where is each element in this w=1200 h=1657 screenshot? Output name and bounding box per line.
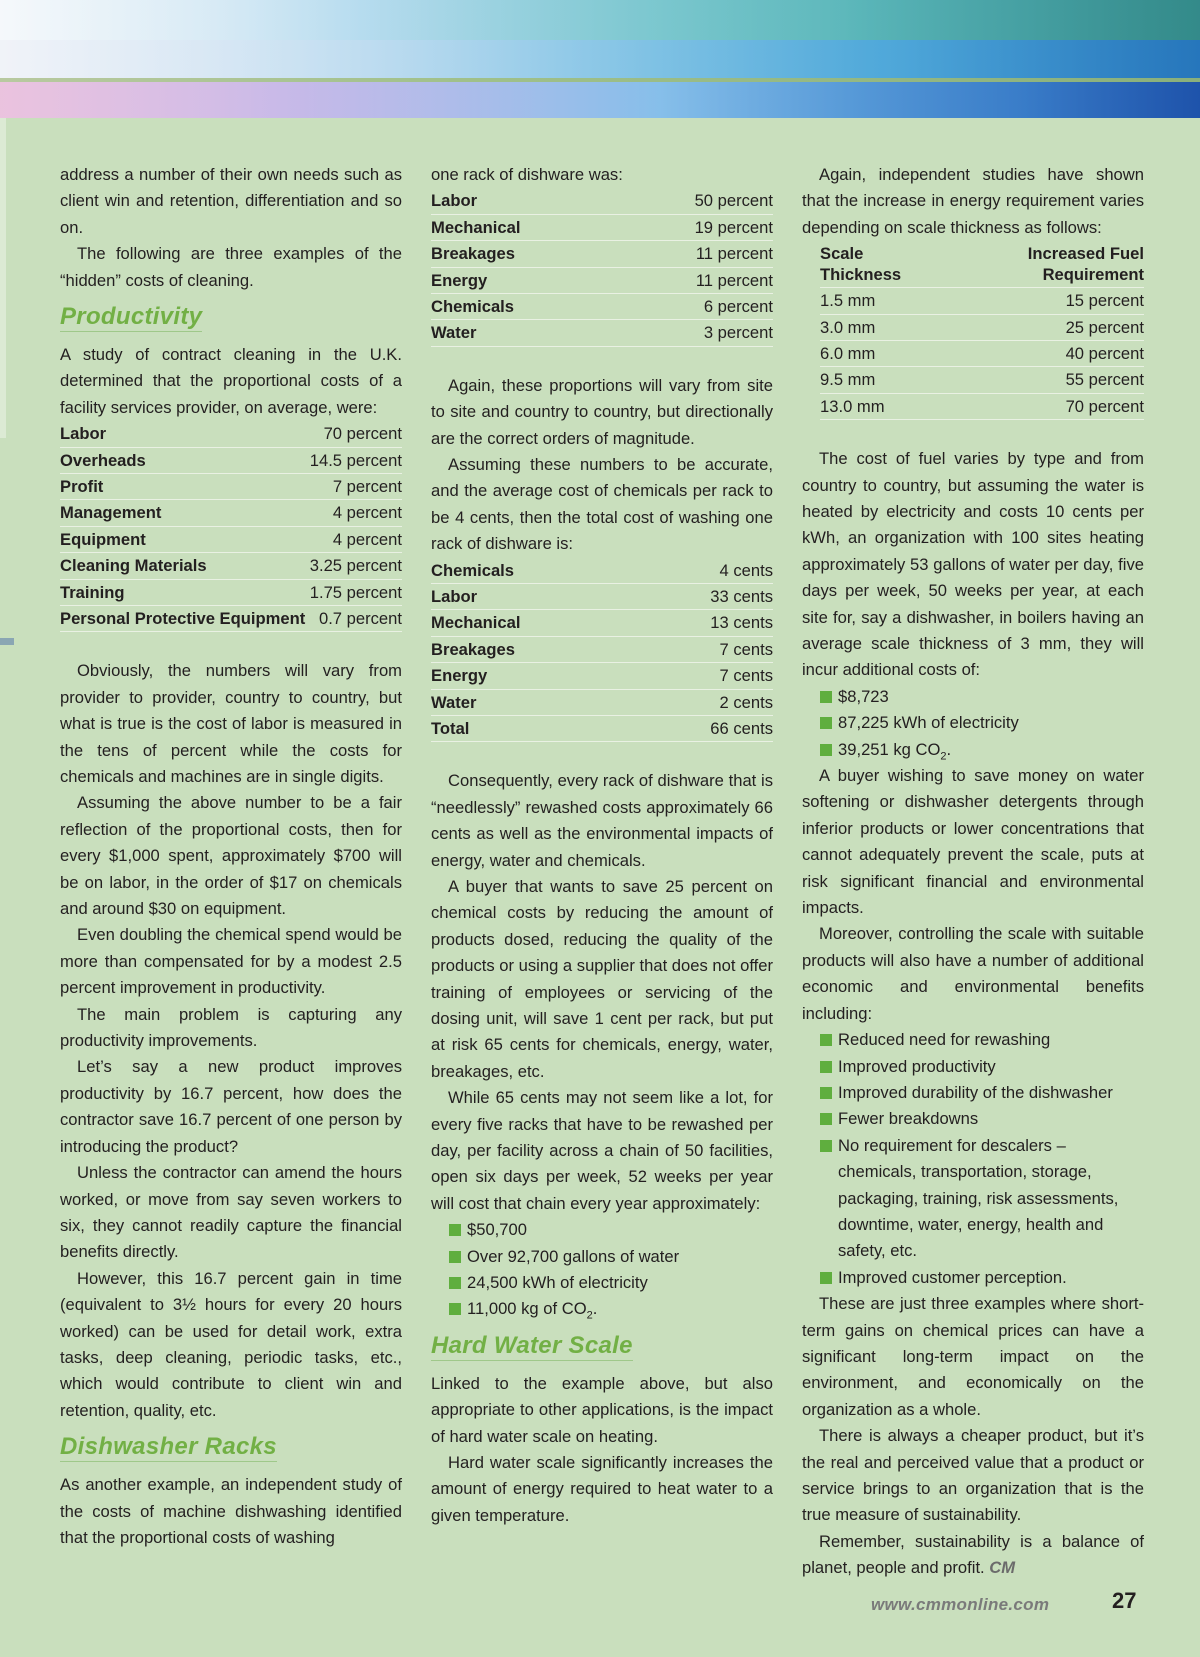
bullet-list [802,1027,1144,1291]
section-heading-dishwasher-racks: Dishwasher Racks [60,1433,277,1461]
list-item: Improved customer perception. [820,1265,1144,1291]
list-item: 39,251 kg $CO_2$. [820,737,1144,763]
facility-cost-table [60,421,402,632]
column-1 [60,162,402,1551]
page-number: 27 [1112,1588,1137,1613]
dishwashing-proportion-table [431,188,773,346]
list-item: 11,000 kg of $CO_2$. [449,1296,773,1322]
bullet-square-icon [820,1034,832,1046]
paragraph: Again, independent studies have shown that the increase in energy requirement varies depending on scale thickness as follows: [802,165,1144,237]
table-row: 13.0 mm 70 percent [820,394,1144,420]
list-item: $8,723 [820,684,1144,710]
paragraph: A buyer wishing to save money on water softening or dishwasher detergents through inferior products or lower concentrations that cannot adequately prevent the scale, puts at risk significant financial and environmental impacts. [802,766,1144,918]
table-row: Labor 33 cents [431,584,773,610]
bullet-square-icon [820,1087,832,1099]
list-item: $50,700 [449,1217,773,1243]
paragraph: Even doubling the chemical spend would be more than compensated for by a modest 2.5 percent improvement in productivity. [60,925,402,998]
table-row: Mechanical 13 cents [431,610,773,636]
bullet-list [802,684,1144,763]
table-row: 1.5 mm 15 percent [820,288,1144,314]
paragraph: A buyer that wants to save 25 percent on chemical costs by reducing the amount of products dosed, reducing the quality of the products or using a supplier that does not offer training of employees or servicing of the dosing unit, will save 1 cent per rack, but put at risk 65 cents for chemicals, energy, water, breakages, etc. [431,876,773,1081]
section-heading-productivity: Productivity [60,303,203,331]
bullet-square-icon [449,1251,461,1263]
table-row: Mechanical 19 percent [431,215,773,241]
page-edge [0,118,6,438]
table-row: Management 4 percent [60,500,402,526]
table-row: Personal Protective Equipment 0.7 percent [60,606,402,632]
bullet-square-icon [820,1272,832,1284]
paragraph: A study of contract cleaning in the U.K. determined that the proportional costs of a facility services provider, on average, were: [60,345,402,417]
page-edge-mark [0,638,14,645]
paragraph: Again, these proportions will vary from site to site and country to country, but directionally are the correct orders of magnitude. [431,375,773,448]
list-item: Improved productivity [820,1054,1144,1080]
bullet-square-icon [820,744,832,756]
table-row: Breakages 7 cents [431,637,773,663]
table-row: Chemicals 4 cents [431,558,773,584]
table-header: Scale Thickness Increased Fuel Requirement [820,241,1144,288]
bullet-square-icon [820,1061,832,1073]
paragraph: The following are three examples of the “hidden” costs of cleaning. [60,244,402,290]
table-row: Breakages 11 percent [431,241,773,267]
paragraph: Consequently, every rack of dishware that is “needlessly” rewashed costs approximately 66 cents as well as the environmental impacts of energy, water and chemicals. [431,771,773,870]
paragraph: These are just three examples where short-term gains on chemical prices can have a significant long-term impact on the environment, and economically on the organization as a whole. [802,1294,1144,1419]
table-row: 9.5 mm 55 percent [820,367,1144,393]
table-row: Total 66 cents [431,716,773,742]
paragraph: The cost of fuel varies by type and from country to country, but assuming the water is heated by electricity and costs 10 cents per kWh, an organization with 100 sites heating approximately 53 gallons of water per day, five days per week, 50 weeks per year, at each site for, say a dishwasher, in boilers having an average scale thickness of 3 mm, they will incur additional costs of: [802,449,1144,680]
section-heading-hard-water-scale: Hard Water Scale [431,1331,633,1359]
cm-signoff: CM [989,1558,1016,1578]
table-row: 3.0 mm 25 percent [820,315,1144,341]
list-item: Over 92,700 gallons of water [449,1244,773,1270]
bullet-list [431,1217,773,1323]
table-row: Equipment 4 percent [60,527,402,553]
scale-fuel-table [820,241,1144,420]
list-item: No requirement for descalers – chemicals, transportation, storage, packaging, training, risk assessments, downtime, water, energy, health and safety, etc. [820,1133,1144,1265]
bullet-square-icon [449,1277,461,1289]
list-item: Improved durability of the dishwasher [820,1080,1144,1106]
paragraph: The main problem is capturing any productivity improvements. [60,1004,402,1051]
paragraph: While 65 cents may not seem like a lot, for every five racks that have to be rewashed per day, per facility across a chain of 50 facilities, open six days per week, 52 weeks per year will cost that chain every year approximately: [431,1088,773,1213]
paragraph: Assuming these numbers to be accurate, and the average cost of chemicals per rack to be 4 cents, then the total cost of washing one rack of dishware is: [431,454,773,554]
table-row: Energy 11 percent [431,268,773,294]
paragraph: Remember, sustainability is a balance of planet, people and profit. CM [802,1531,1144,1578]
bullet-square-icon [449,1303,461,1315]
table-row: Profit 7 percent [60,474,402,500]
paragraph: one rack of dishware was: [431,165,623,184]
paragraph: Let’s say a new product improves productivity by 16.7 percent, how does the contractor save 16.7 percent of one person by introducing the product? [60,1057,402,1156]
paragraph: Obviously, the numbers will vary from provider to provider, country to country, but what is true is the cost of labor is measured in the tens of percent while the costs for chemicals and machines are in single digits. [60,661,402,786]
table-row: 6.0 mm 40 percent [820,341,1144,367]
list-item: Fewer breakdowns [820,1106,1144,1132]
table-row: Chemicals 6 percent [431,294,773,320]
bullet-square-icon [820,717,832,729]
paragraph: Moreover, controlling the scale with suitable products will also have a number of additional economic and environmental benefits including: [802,924,1144,1023]
table-row: Labor 70 percent [60,421,402,447]
table-row: Overheads 14.5 percent [60,448,402,474]
paragraph: There is always a cheaper product, but it’s the real and perceived value that a product or service brings to an organization that is the true measure of sustainability. [802,1426,1144,1525]
table-row: Labor 50 percent [431,188,773,214]
list-item: 87,225 kWh of electricity [820,710,1144,736]
list-item: 24,500 kWh of electricity [449,1270,773,1296]
bullet-square-icon [449,1224,461,1236]
paragraph: However, this 16.7 percent gain in time (equivalent to 3½ hours for every 20 hours worked) can be used for detail work, extra tasks, deep cleaning, periodic tasks, etc., which would contribute to client win and retention, quality, etc. [60,1268,402,1420]
column-3 [802,162,1144,1582]
column-2 [431,162,773,1529]
bullet-square-icon [820,691,832,703]
list-item: Reduced need for rewashing [820,1027,1144,1053]
paragraph: Unless the contractor can amend the hours worked, or move from say seven workers to six, they cannot readily capture the financial benefits directly. [60,1163,402,1262]
table-row: Cleaning Materials 3.25 percent [60,553,402,579]
paragraph: As another example, an independent study of the costs of machine dishwashing identified that the proportional costs of washing [60,1475,402,1547]
bullet-square-icon [820,1113,832,1125]
table-row: Training 1.75 percent [60,580,402,606]
table-row: Water 2 cents [431,690,773,716]
paragraph: Hard water scale significantly increases the amount of energy required to heat water to a given temperature. [431,1453,773,1525]
table-row: Water 3 percent [431,320,773,346]
bullet-square-icon [820,1140,832,1152]
paragraph: address a number of their own needs such as client win and retention, differentiation and so on. [60,165,402,237]
footer-url: www.cmmonline.com [871,1595,1050,1614]
rack-cost-table [431,558,773,743]
paragraph: Linked to the example above, but also appropriate to other applications, is the impact of hard water scale on heating. [431,1373,773,1446]
paragraph: Assuming the above number to be a fair reflection of the proportional costs, then for every $1,000 spent, approximately $700 will be on labor, in the order of $17 on chemicals and around $30 on equipment. [60,793,402,919]
header-banner [0,0,1200,118]
table-row: Energy 7 cents [431,663,773,689]
